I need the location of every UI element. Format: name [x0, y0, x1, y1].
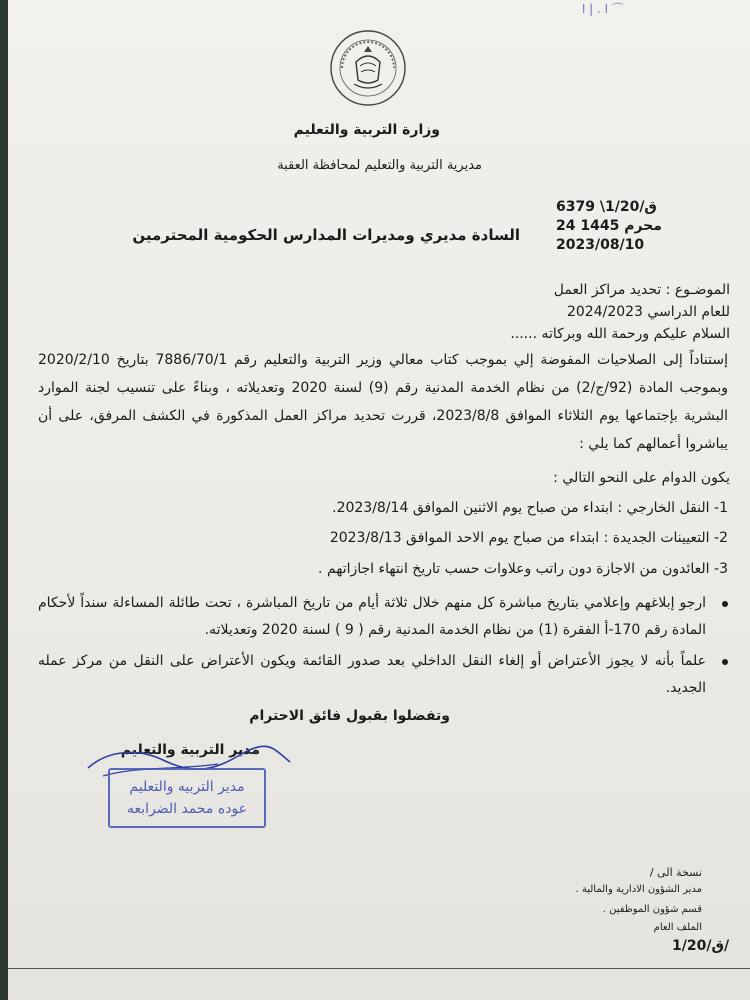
reference-number: ق/1/20\ 6379 [556, 199, 657, 215]
stamp-title: مدير التربيه والتعليم [129, 779, 245, 795]
body-paragraph: إستناداً إلى الصلاحيات المفوضة إلي بموجب كتاب معالي وزير التربية والتعليم رقم 7886/70/1 بتاريخ 2020/2/10 وبموجب المادة (92/ج/2) من نظام الخدمة المدنية رقم (9) لسنة 2020 وتعديلاته ، وبناءً على تنسيب لجنة الموارد البشرية بإجتماعها يوم الثلاثاء الموافق 2023/8/8، قررت تحديد مراكز العمل المذكورة في الكشف المرفق، على أن يباشروا أعمالهم كما يلي : [38, 352, 729, 452]
letter-page [8, 0, 750, 1000]
bullet-icon [722, 601, 728, 607]
copy-recipient: مدير الشؤون الادارية والمالية . [575, 884, 702, 895]
bullet-text: ارجو إبلاغهم وإعلامي بتاريخ مباشرة كل منهم خلال ثلاثة أيام من تاريخ المباشرة ، تحت طائلة المساءلة سنداً لأحكام المادة رقم 170-أ الفقرة (1) من نظام الخدمة المدنية رقم ( 9 ) لسنة 2020 وتعديلاته. [38, 595, 706, 638]
list-item: 3- العائدون من الاجازة دون راتب وعلاوات حسب تاريخ انتهاء اجازاتهم . [318, 561, 728, 577]
copy-recipient: قسم شؤون الموظفين . [602, 904, 702, 915]
footer-reference: ق/1/20/ [672, 938, 730, 954]
footer-divider [8, 968, 750, 969]
copy-recipient: الملف العام [653, 922, 702, 933]
list-item: 1- النقل الخارجي : ابتداء من صباح يوم الاثنين الموافق 2023/8/14. [332, 500, 728, 516]
bullet-item [38, 648, 728, 702]
reference-block [556, 198, 662, 255]
ministry-emblem-icon [328, 28, 408, 108]
ministry-name: وزارة التربية والتعليم [293, 122, 440, 138]
list-item: 2- التعيينات الجديدة : ابتداء من صباح يوم الاحد الموافق 2023/8/13 [329, 530, 728, 546]
bullet-icon [722, 659, 728, 665]
bullet-item [38, 590, 728, 644]
official-stamp [108, 768, 266, 828]
closing-line: وتفضلوا بقبول فائق الاحترام [249, 708, 450, 724]
corner-handwritten-mark: ا . | ا ⌒ [582, 2, 624, 16]
hijri-date: 24 محرم 1445 [556, 218, 662, 234]
hours-intro: يكون الدوام على النحو التالي : [553, 470, 730, 486]
bullet-text: علماً بأنه لا يجوز الأعتراض أو إلغاء النقل الداخلي بعد صدور القائمة ويكون الأعتراض على النقل من مركز عمله الجديد. [38, 653, 706, 696]
subject-line: الموضـوع : تحديد مراكز العمل [553, 282, 730, 298]
subject-year: للعام الدراسي 2024/2023 [566, 304, 730, 320]
copies-heading: نسخة الى / [649, 866, 702, 879]
addressee: السادة مديري ومديرات المدارس الحكومية المحترمين [132, 226, 520, 244]
gregorian-date: 2023/08/10 [556, 237, 645, 253]
signer-title: مدير التربية والتعليم [120, 742, 260, 758]
stamp-name: عوده محمد الضرابعه [126, 801, 248, 817]
directorate-name: مديرية التربية والتعليم لمحافظة العقبة [277, 158, 482, 173]
greeting: السلام عليكم ورحمة الله وبركاته ...... [510, 326, 730, 342]
